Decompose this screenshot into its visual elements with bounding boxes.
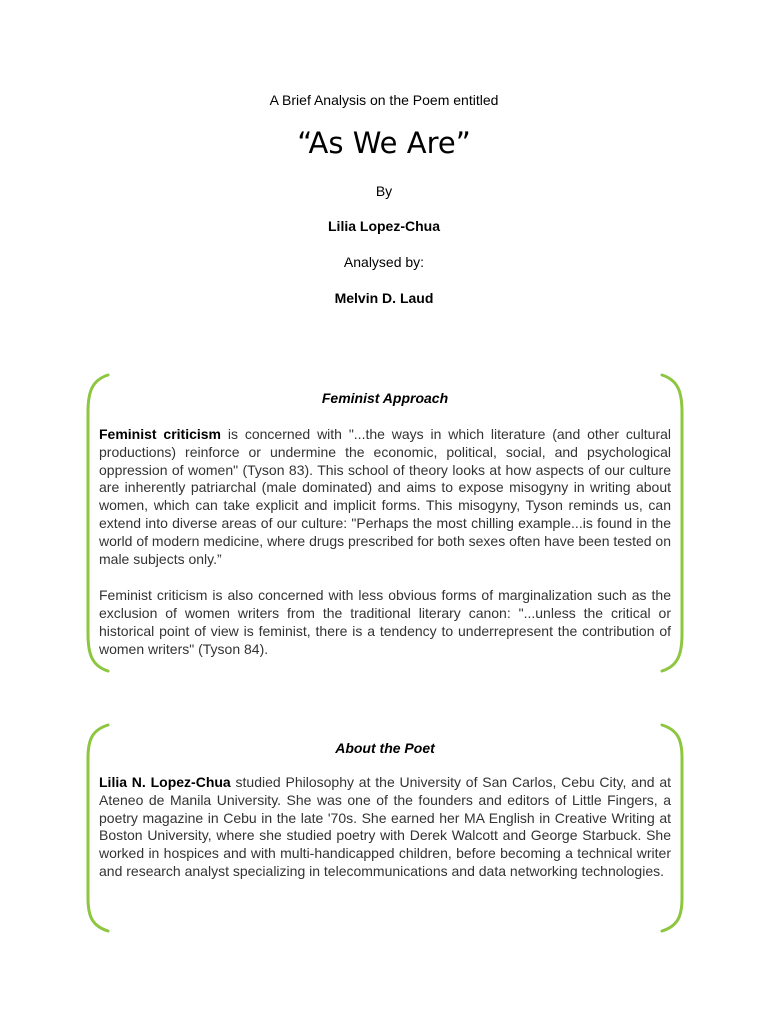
paragraph-text: is concerned with "...the ways in which literature (and other cultural productions) reinforce or undermine the economic, political, social, and psychological oppression of women" (Tyson 83). This school of theory looks at how aspects of our culture are inherently patriarchal (male dominated) and aims to expose misogyny in writing about women, which can take explicit and implicit forms. This misogyny, Tyson reminds us, can extend into diverse areas of our culture: "Perhaps the most chilling example...is found in the world of modern medicine, where drugs prescribed for both sexes often have been tested on male subjects only.” [99, 426, 672, 567]
paragraph: Feminist criticism is also concerned with less obvious forms of marginalization such as the exclusion of women writers from the traditional literary canon: "...unless the critical or historical point of view is feminist, there is a tendency to underrepresent the contribution of women writers" (Tyson 84). [99, 587, 671, 657]
poem-title: “As We Are” [297, 126, 471, 160]
document-subtitle: A Brief Analysis on the Poem entitled [269, 92, 499, 108]
section-body [99, 426, 671, 678]
about-the-poet-box [82, 722, 688, 934]
analyst-name: Melvin D. Laud [334, 290, 434, 306]
bold-term: Feminist criticism [99, 426, 222, 442]
feminist-approach-box [82, 372, 688, 674]
by-label: By [375, 183, 393, 199]
section-body [99, 774, 671, 900]
bold-term: Lilia N. Lopez-Chua [99, 774, 231, 790]
poem-author: Lilia Lopez-Chua [328, 218, 440, 234]
paragraph-text: studied Philosophy at the University of San Carlos, Cebu City, and at Ateneo de Manila University. She was one of the founders and editors of Little Fingers, a poetry magazine in Cebu in the late '70s. She earned her MA English in Creative Writing at Boston University, where she studied poetry with Derek Walcott and George Starbuck. She worked in hospices and with multi-handicapped children, before becoming a technical writer and research analyst specializing in telecommunications and data networking technologies. [99, 774, 672, 879]
section-heading: About the Poet [335, 740, 435, 756]
section-heading: Feminist Approach [321, 390, 449, 406]
paragraph [99, 774, 671, 881]
analysed-by-label: Analysed by: [343, 254, 425, 270]
paragraph [99, 426, 671, 568]
